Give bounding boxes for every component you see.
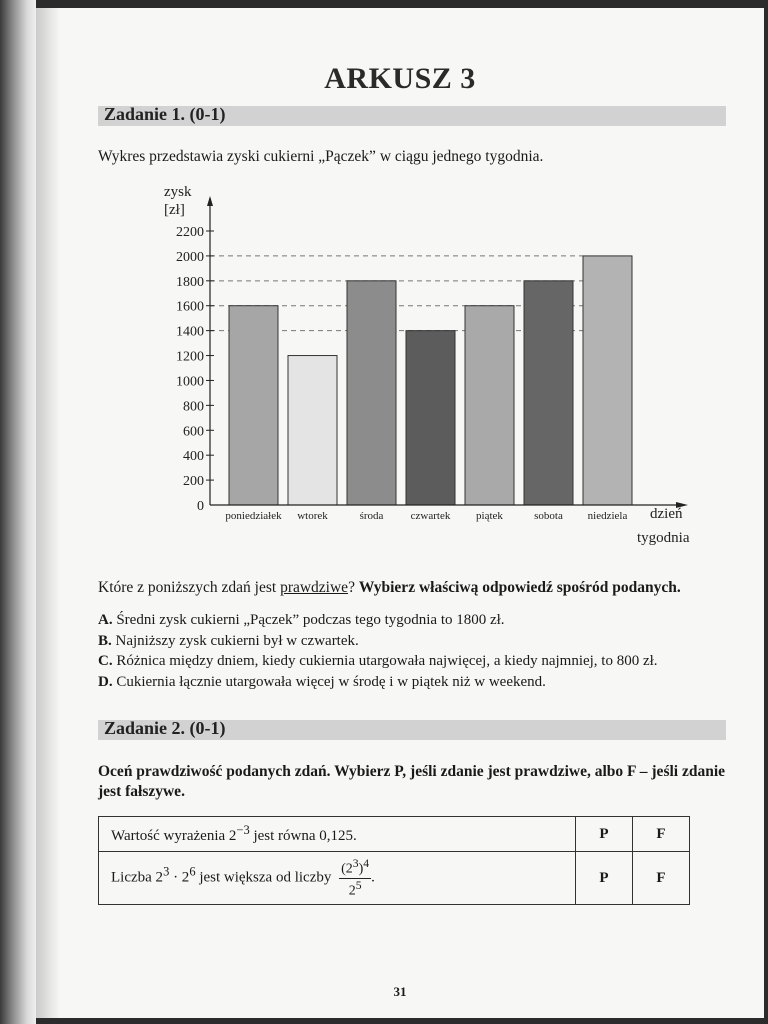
table-row	[99, 852, 690, 905]
option-c[interactable]	[98, 651, 658, 672]
option-letter: B.	[98, 632, 112, 649]
question-text-2: ?	[348, 579, 359, 596]
true-false-table	[98, 816, 690, 905]
y-tick-label: 2000	[176, 249, 204, 265]
task2-label: Zadanie 2. (0-1)	[104, 718, 226, 738]
option-b[interactable]	[98, 631, 658, 652]
option-a[interactable]	[98, 610, 658, 631]
answer-p-2[interactable]: P	[576, 852, 633, 905]
x-tick-label: piątek	[476, 510, 503, 522]
y-tick-label: 1200	[176, 349, 204, 365]
statement-2	[99, 852, 576, 905]
bar-środa	[347, 281, 396, 505]
y-axis-unit: [zł]	[164, 202, 185, 218]
option-d[interactable]	[98, 672, 658, 693]
x-tick-label: niedziela	[587, 510, 628, 522]
profit-bar-chart	[116, 176, 716, 556]
bar-wtorek	[288, 356, 337, 505]
y-tick-label: 1000	[176, 374, 204, 390]
x-axis-label: dzień	[650, 506, 683, 522]
task1-label: Zadanie 1. (0-1)	[104, 104, 226, 124]
answer-options	[98, 610, 658, 692]
y-tick-label: 200	[183, 474, 204, 490]
y-tick-label: 800	[183, 399, 204, 415]
statement-text: · 2	[169, 869, 190, 886]
x-tick-label: czwartek	[410, 510, 451, 522]
exponent: −3	[236, 823, 250, 837]
answer-f-2[interactable]: F	[633, 852, 690, 905]
option-text: Najniższy zysk cukierni był w czwartek.	[115, 632, 359, 649]
statement-text: Liczba 2	[111, 869, 164, 886]
y-tick-label: 1600	[176, 299, 204, 315]
x-tick-label: sobota	[534, 510, 563, 522]
table-row	[99, 817, 690, 852]
y-tick-label: 0	[197, 499, 204, 514]
answer-f-1[interactable]: F	[633, 817, 690, 852]
task1-header	[98, 106, 726, 126]
x-tick-label: poniedziałek	[225, 510, 282, 522]
statement-text: jest większa od liczby	[195, 869, 332, 886]
question-text-1: Które z poniższych zdań jest	[98, 579, 281, 596]
bar-piątek	[465, 306, 514, 505]
question-bold: Wybierz właściwą odpowiedź spośród podanych.	[358, 579, 681, 596]
page-number: 31	[393, 984, 407, 999]
exponent: 3	[163, 864, 170, 879]
book-spine	[0, 0, 36, 1024]
y-tick-label: 2200	[176, 225, 204, 240]
fraction	[339, 857, 371, 899]
option-letter: A.	[98, 612, 113, 628]
page-title: ARKUSZ 3	[324, 62, 476, 95]
option-letter: C.	[98, 653, 113, 669]
task2-header	[98, 720, 726, 740]
page-gutter-shadow	[36, 8, 60, 1018]
question-underlined: prawdziwe	[280, 579, 349, 596]
bar-czwartek	[406, 331, 455, 505]
option-text: Różnica między dniem, kiedy cukiernia utargowała najwięcej, a kiedy najmniej, to 800 zł.	[116, 653, 658, 669]
y-tick-label: 1400	[176, 324, 204, 340]
y-tick-label: 600	[183, 424, 204, 440]
fraction-numerator: $(2^3)^4$	[341, 856, 370, 877]
bar-sobota	[524, 281, 573, 505]
statement-text: Wartość wyrażenia 2	[111, 828, 237, 844]
statement-end: .	[371, 869, 375, 886]
y-tick-label: 400	[183, 449, 204, 465]
x-tick-label: środa	[359, 510, 384, 522]
bar-poniedziałek	[229, 306, 278, 505]
answer-p-1[interactable]: P	[576, 817, 633, 852]
x-axis-label-2: tygodnia	[637, 530, 690, 546]
bar-niedziela	[583, 256, 632, 505]
option-text: Cukiernia łącznie utargowała więcej w środę i w piątek niż w weekend.	[116, 673, 546, 690]
x-tick-label: wtorek	[297, 510, 328, 522]
exponent: 6	[189, 864, 196, 879]
worksheet-page	[36, 8, 764, 1018]
task2-instruction: Oceń prawdziwość podanych zdań. Wybierz P, jeśli zdanie jest prawdziwe, albo F – jeśli zdanie jest fałszywe.	[98, 763, 726, 800]
task1-question	[98, 579, 681, 597]
y-tick-label: 1800	[176, 274, 204, 290]
option-letter: D.	[98, 673, 113, 690]
fraction-denominator: $2^5$	[348, 878, 362, 899]
y-axis-arrow	[207, 196, 213, 206]
task1-intro: Wykres przedstawia zyski cukierni „Pączek” w ciągu jednego tygodnia.	[98, 148, 544, 165]
statement-text: jest równa 0,125.	[249, 828, 357, 844]
y-axis-label: zysk	[164, 184, 192, 200]
option-text: Średni zysk cukierni „Pączek” podczas tego tygodnia to 1800 zł.	[116, 612, 505, 628]
statement-1	[99, 817, 576, 852]
